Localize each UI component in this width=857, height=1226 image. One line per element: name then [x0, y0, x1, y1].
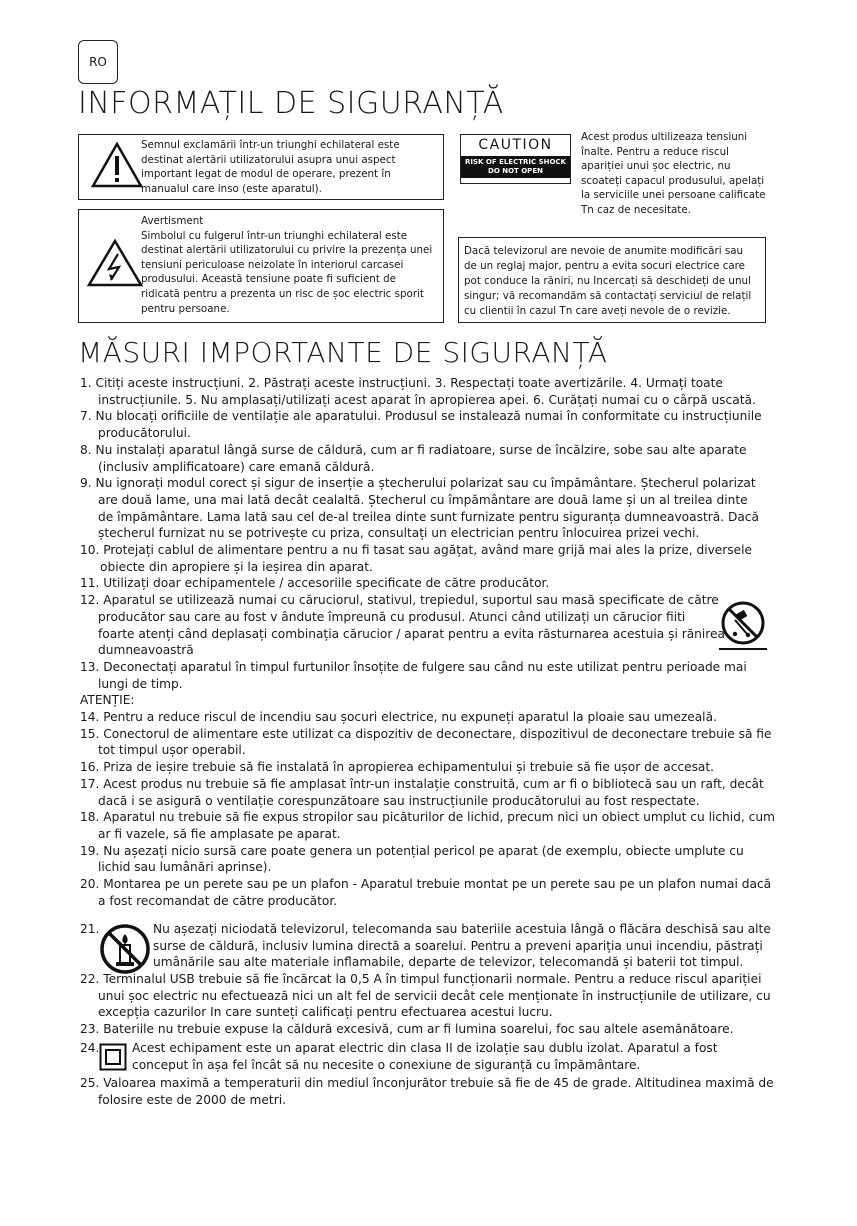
instruction-item: 10. Protejați cablul de alimentare pentru a nu fi tasat sau agățat, având mare grijă mai ales la prize, diversele [80, 543, 753, 558]
text-line: important legat de modul de operare, prezent în [141, 168, 391, 181]
text-line: surse de căldură, inclusiv lumina directă a soarelui. Pentru a preveni apariția unui incendiu, păstrați [153, 938, 763, 953]
text-line: pot conduce la răniri, nu Incercați să deschideți de unul [464, 275, 751, 287]
page-title: INFORMAȚIL DE SIGURANȚĂ [78, 86, 504, 121]
instruction-24-text [132, 1040, 718, 1073]
caution-title: CAUTION [478, 137, 553, 153]
text-line: de un reglaj major, pentru a evita socuri electrice care [464, 260, 746, 272]
instruction-item: 25. Valoarea maximă a temperaturii din mediul înconjurător trebuie să fie de 45 de grade. Altitudinea maximă de [80, 1076, 774, 1090]
instruction-item: 9. Nu ignorați modul corect și sigur de inserție a ștecherului polarizat sau cu împământare. Ștecherul polarizat [80, 476, 756, 491]
item-number: 21. [80, 922, 100, 936]
text-line: tensiuni periculoase neizolate în interiorul carcasei [141, 258, 404, 271]
instruction-continuation: obiecte din apropiere și la ieșirea din aparat. [100, 559, 373, 574]
text-line: înalte. Pentru a reduce riscul [581, 145, 730, 158]
text-line: Semnul exclamării într-un triunghi echilateral este [141, 139, 400, 151]
instruction-21-text [153, 921, 771, 971]
instruction-continuation: ar fi vazele, să fie amplasate pe aparat. [98, 826, 341, 841]
instruction-continuation: instrucțiunile. 5. Nu amplasați/utilizați acest aparat în apropierea apei. 6. Curățați numai cu o cârpă uscată. [98, 392, 756, 407]
instruction-continuation: de împământare. Lama lată sau cel de-al treilea dinte sunt furnizate pentru siguranța dumneavoastră. Dacă [98, 509, 759, 524]
caution-line: RISK OF ELECTRIC SHOCK [465, 158, 566, 166]
instruction-continuation: are două lame, una mai lată decât cealaltă. Ștecherul cu împământare are două lame și un al treilea dinte [98, 492, 748, 507]
instruction-item: 8. Nu instalați aparatul lângă surse de căldură, cum ar fi radiatoare, surse de încălzire, sobe sau alte aparate [80, 442, 747, 457]
service-notice-text [464, 244, 764, 319]
item-number: 24. [80, 1041, 100, 1055]
text-line: produsului. Această tensiune poate fi suficient de [141, 273, 397, 286]
caution-label [460, 134, 571, 184]
lightning-warning-text [141, 214, 439, 316]
instruction-continuation: dacă i se asigură o ventilație corespunzătoare sau instrucțiunile producătorului au fost respectate. [98, 793, 700, 808]
text-line: destinat alertării utilizatorului cu privire la prezența unei [141, 244, 433, 257]
cart-tipover-icon [717, 598, 769, 652]
caution-text [581, 130, 781, 218]
text-line: scoateți capacul produsului, apelați [581, 174, 765, 187]
text-line: la serviciile unei persoane calificate [581, 189, 766, 202]
instruction-item: ATENȚIE: [80, 693, 135, 708]
instruction-item: 16. Priza de ieșire trebuie să fie instalată în apropierea echipamentului și trebuie să fie ușor de accesat. [80, 760, 715, 775]
exclamation-warning-text [141, 138, 437, 196]
text-line: destinat alertării utilizatorului asupra unui aspect [141, 153, 396, 166]
exclamation-warning-box [78, 134, 444, 200]
instruction-item: 15. Conectorul de alimentare este utilizat ca dispozitiv de deconectare, dispozitivul de deconectare trebuie să fie [80, 726, 772, 741]
lightning-triangle-icon [87, 238, 143, 288]
instruction-item: 18. Aparatul nu trebuie să fie expus stropilor sau picăturilor de lichid, precum nici un obiect umplut cu lichid, cum [80, 810, 775, 825]
text-line: singur; vă recomandăm să contactați serviciul de relațil [464, 290, 752, 302]
class-ii-double-insulation-icon [99, 1043, 127, 1071]
caution-band [461, 156, 570, 178]
text-line: pentru persoane. [141, 302, 230, 315]
instruction-list [80, 375, 780, 910]
instruction-item: 20. Montarea pe un perete sau pe un plafon - Aparatul trebuie montat pe un perete sau pe un plafon numai dacă [80, 877, 772, 892]
instruction-item: 13. Deconectați aparatul în timpul furtunilor însoțite de fulgere sau când nu este utilizat pentru perioade mai [80, 659, 747, 674]
instruction-item: 23. Bateriile nu trebuie expuse la căldură excesivă, cum ar fi lumina soarelui, foc sau altele asemănătoare. [80, 1022, 734, 1037]
text-line: Acest produs ultilizeaza tensiuni [581, 131, 748, 143]
instruction-continuation: a fost recomandat de către producător. [98, 893, 338, 908]
instruction-continuation: producătorului. [98, 426, 191, 441]
instruction-item: 17. Acest produs nu trebuie să fie amplasat într-un instalație construită, cum ar fi o bibliotecă sau un raft, decât [80, 776, 764, 791]
instruction-item: 22. Terminalul USB trebuie să fie încărcat la 0,5 A în timpul funcționarii normale. Pentru a reduce riscul apariției [80, 972, 762, 986]
instruction-item: 12. Aparatul se utilizează numai cu căruciorul, stativul, trepiedul, suportul sau masă specificate de către [80, 593, 719, 608]
caution-line: DO NOT OPEN [488, 167, 543, 175]
text-line: Dacă televizorul are nevoie de anumite modificări sau [464, 245, 744, 257]
instruction-continuation: lichid sau lumânări aprinse). [98, 860, 272, 875]
text-line: Acest echipament este un aparat electric din clasa II de izolație sau dublu izolat. Aparatul a fost [132, 1041, 718, 1055]
instruction-item: 11. Utilizați doar echipamentele / accesoriile specificate de către producător. [80, 576, 550, 591]
instruction-item: 14. Pentru a reduce riscul de incendiu sau șocuri electrice, nu expuneți aparatul la ploaie sau umezeală. [80, 710, 717, 725]
instruction-list-b [80, 971, 780, 1038]
text-line: Avertisment [141, 215, 204, 227]
text-line: Simbolul cu fulgerul într-un triunghi echilateral este [141, 229, 408, 242]
instruction-continuation: producător sau care au fost v ândute împreună cu produsul. Atunci când utilizați un cărucior fiiti [98, 609, 686, 624]
instruction-continuation: foarte atenți când deplasați combinația cărucior / aparat pentru a evita răsturnarea acestuia și rănirea [98, 626, 726, 641]
instruction-continuation: (inclusiv amplificatoare) care emană căldură. [98, 459, 375, 474]
no-open-flame-icon [96, 923, 154, 975]
instruction-continuation: tot timpul ușor operabil. [98, 743, 246, 758]
instruction-list-c [80, 1075, 780, 1108]
instruction-continuation: ștecherul furnizat nu se potrivește cu priza, consultați un electrician pentru înlocuirea prizei vechi. [98, 526, 700, 541]
text-line: cu clientii în cazul Tn care aveți nevole de o revizie. [464, 305, 731, 317]
instruction-item: 1. Citiți aceste instrucțiuni. 2. Păstrați aceste instrucțiuni. 3. Respectați toate avertizările. 4. Urmați toate [80, 376, 723, 390]
text-line: Nu așezați niciodată televizorul, telecomanda sau bateriile acestuia lângă o flăcăra deschisă sau alte [153, 922, 771, 936]
lightning-warning-box [78, 209, 444, 323]
instruction-continuation: lungi de timp. [98, 676, 183, 691]
service-notice-box [458, 237, 766, 323]
instruction-continuation: excepția cazurilor In care sunteți calificați pentru efectuarea acestui lucru. [98, 1005, 553, 1020]
language-tag-label: RO [89, 55, 107, 69]
text-line: ridicată pentru a prezenta un risc de șoc electric sporit [141, 287, 424, 300]
instruction-continuation: dumneavoastră [98, 643, 194, 658]
instruction-continuation: folosire este de 2000 de metri. [98, 1092, 286, 1107]
language-tag [78, 40, 118, 84]
text-line: conceput în așa fel încât să nu necesite o conexiune de siguranță cu împământare. [132, 1057, 641, 1072]
text-line: umânările sau alte materiale inflamabile, departe de televizor, telecomandă și baterii tot timpul. [153, 955, 744, 970]
section-title: MĂSURI IMPORTANTE DE SIGURANȚĂ [78, 336, 608, 369]
exclamation-triangle-icon [91, 141, 143, 189]
instruction-continuation: unui șoc electric nu efectuează nici un alt fel de servicii decât cele menționate în instrucțiunile de utilizare, cu [98, 988, 771, 1003]
text-line: apariției unui șoc electric, nu [581, 160, 731, 173]
text-line: manualul care inso (este aparatul). [141, 182, 322, 195]
instruction-item: 19. Nu așezați nicio sursă care poate genera un potențial pericol pe aparat (de exemplu, obiecte umplute cu [80, 843, 744, 858]
instruction-item: 7. Nu blocați orificiile de ventilație ale aparatului. Produsul se instalează numai în conformitate cu instrucțiunile [80, 409, 762, 424]
text-line: Tn caz de necesitate. [581, 203, 691, 216]
